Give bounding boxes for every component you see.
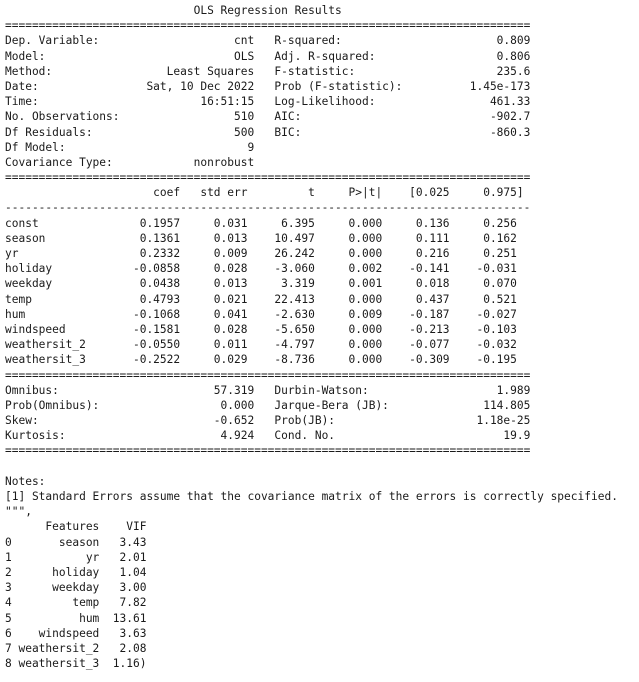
model-info-row: Covariance Type: nonrobust (5, 155, 275, 169)
model-info-row: Method: Least Squares F-statistic: 235.6 (5, 64, 531, 78)
coef-row: yr 0.2332 0.009 26.242 0.000 0.216 0.251 (5, 247, 517, 260)
vif-row: 0 season 3.43 (5, 535, 147, 549)
coef-row: weathersit_2 -0.0550 0.011 -4.797 0.000 -0.077 -0.032 (5, 338, 517, 352)
coef-row: temp 0.4793 0.021 22.413 0.000 0.437 0.521 (5, 292, 517, 306)
diagnostic-row: Omnibus: 57.319 Durbin-Watson: 1.989 (5, 383, 531, 397)
diagnostic-row: Prob(Omnibus): 0.000 Jarque-Bera (JB): 114.805 (5, 398, 531, 412)
blank-line (5, 459, 639, 474)
model-info-row: Df Model: 9 (5, 140, 275, 154)
closing-quote: """, (5, 505, 32, 519)
separator-double: ============================================================================== (5, 171, 531, 185)
model-info-row: Time: 16:51:15 Log-Likelihood: 461.33 (5, 95, 531, 109)
separator-double: ============================================================================== (5, 368, 531, 382)
vif-row: 7 weathersit_2 2.08 (5, 641, 147, 655)
report-title: OLS Regression Results (5, 4, 531, 17)
separator-double: ============================================================================== (5, 444, 531, 458)
coef-row: season 0.1361 0.013 10.497 0.000 0.111 0.162 (5, 231, 517, 245)
model-info-row: Date: Sat, 10 Dec 2022 Prob (F-statistic): 1.45e-173 (5, 79, 531, 93)
vif-row: 4 temp 7.82 (5, 596, 147, 610)
coef-row: weathersit_3 -0.2522 0.029 -8.736 0.000 -0.309 -0.195 (5, 353, 517, 367)
coef-header: coef std err t P>|t| [0.025 0.975] (5, 186, 524, 200)
diagnostic-row: Skew: -0.652 Prob(JB): 1.18e-25 (5, 414, 531, 428)
separator-double: ============================================================================== (5, 19, 531, 33)
vif-row: 6 windspeed 3.63 (5, 626, 147, 640)
separator-single: ------------------------------------------------------------------------------ (5, 201, 531, 215)
model-info-row: Dep. Variable: cnt R-squared: 0.809 (5, 34, 531, 48)
coef-row: holiday -0.0858 0.028 -3.060 0.002 -0.141 -0.031 (5, 262, 517, 276)
model-info-row: Model: OLS Adj. R-squared: 0.806 (5, 49, 531, 63)
model-info-row: No. Observations: 510 AIC: -902.7 (5, 110, 531, 124)
coef-row: const 0.1957 0.031 6.395 0.000 0.136 0.256 (5, 216, 517, 230)
model-info-row: Df Residuals: 500 BIC: -860.3 (5, 125, 531, 139)
coef-row: weekday 0.0438 0.013 3.319 0.001 0.018 0.070 (5, 277, 517, 291)
note-line: [1] Standard Errors assume that the covariance matrix of the errors is correctly specified. (5, 490, 618, 503)
diagnostic-row: Kurtosis: 4.924 Cond. No. 19.9 (5, 429, 531, 443)
vif-row: 8 weathersit_3 1.16) (5, 657, 147, 671)
coef-row: hum -0.1068 0.041 -2.630 0.009 -0.187 -0.027 (5, 307, 517, 321)
vif-row: 3 weekday 3.00 (5, 581, 147, 595)
vif-header: Features VIF (5, 520, 147, 534)
coef-row: windspeed -0.1581 0.028 -5.650 0.000 -0.213 -0.103 (5, 322, 517, 336)
vif-row: 2 holiday 1.04 (5, 565, 147, 579)
vif-row: 5 hum 13.61 (5, 611, 147, 625)
notes-heading: Notes: (5, 474, 46, 488)
vif-row: 1 yr 2.01 (5, 550, 147, 564)
